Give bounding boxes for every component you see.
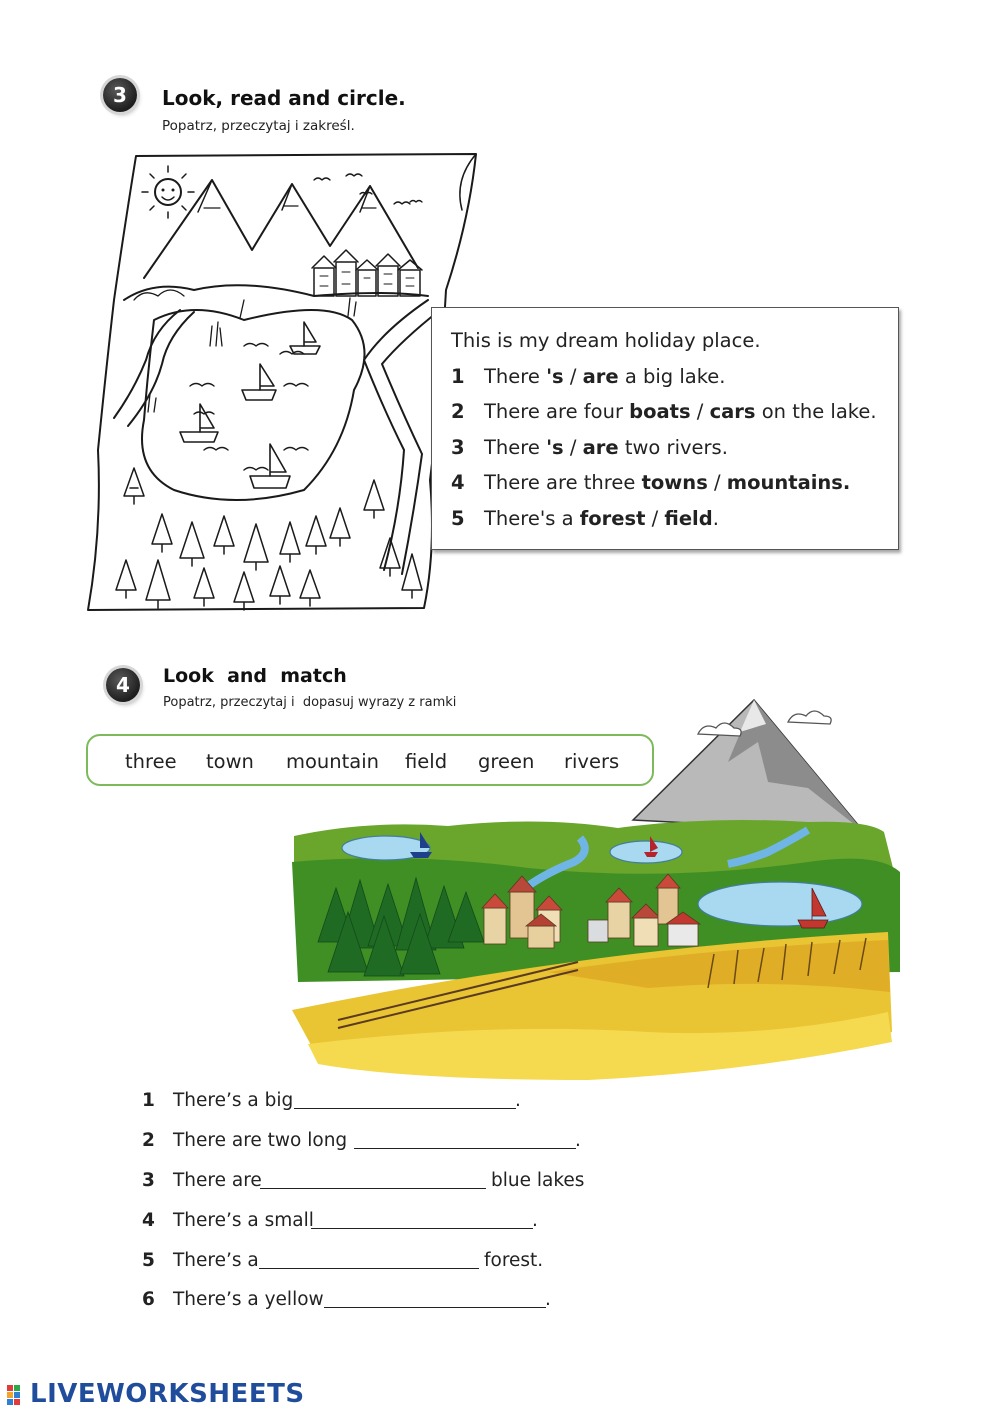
question-text-after: . xyxy=(532,1210,538,1231)
choice-option-1[interactable]: 's xyxy=(546,436,564,459)
choice-option-1[interactable]: towns xyxy=(641,471,708,494)
choice-option-1[interactable]: boats xyxy=(629,400,691,423)
exercise-3-title: Look, read and circle. xyxy=(162,86,406,110)
exercise-3-number-badge xyxy=(103,78,137,112)
town-houses-drawing xyxy=(312,250,422,296)
exercise-3-subtitle: Popatrz, przeczytaj i zakreśl. xyxy=(162,118,355,134)
question-text-after: . xyxy=(515,1090,521,1111)
answer-blank[interactable] xyxy=(311,1210,533,1229)
answer-blank[interactable] xyxy=(259,1250,479,1269)
exercise-3-sentences-box xyxy=(431,307,899,550)
sentence-number: 2 xyxy=(451,400,465,423)
exercise-3-sentence-3 xyxy=(451,436,728,459)
boat-icon xyxy=(180,322,320,488)
forest-trees-drawing xyxy=(116,468,422,610)
answer-blank[interactable] xyxy=(324,1289,546,1308)
sentence-text: There xyxy=(484,436,547,459)
sentence-number: 1 xyxy=(451,365,465,388)
exercise-3-sentence-5 xyxy=(451,507,719,530)
exercise-3-sentence-4 xyxy=(451,471,850,494)
choice-option-2[interactable]: cars xyxy=(709,400,756,423)
sentence-text: on the lake. xyxy=(755,400,877,423)
sentence-text: two rivers. xyxy=(618,436,728,459)
lake-drawing xyxy=(698,882,862,926)
landscape-illustration xyxy=(288,692,908,1084)
sun-icon xyxy=(142,166,194,218)
choice-option-1[interactable]: forest xyxy=(579,507,646,530)
choice-option-1[interactable]: 's xyxy=(546,365,564,388)
sentence-number: 5 xyxy=(451,507,465,530)
exercise-3-sentence-1 xyxy=(451,365,726,388)
question-text: There are two long xyxy=(173,1130,348,1151)
question-text: There’s a big xyxy=(173,1090,294,1111)
exercise-3-number: 3 xyxy=(113,83,127,107)
sentence-text: a big lake. xyxy=(618,365,726,388)
liveworksheets-logo-icon xyxy=(6,1383,28,1407)
dream-holiday-map-illustration xyxy=(84,150,484,614)
choice-option-2[interactable]: are xyxy=(582,365,619,388)
choice-option-2[interactable]: are xyxy=(582,436,619,459)
question-number: 1 xyxy=(142,1090,155,1111)
question-number: 3 xyxy=(142,1170,155,1191)
question-text: There’s a small xyxy=(173,1210,314,1231)
sentence-text: There xyxy=(484,365,547,388)
choice-separator: / xyxy=(563,365,583,388)
exercise-4-title: Look and match xyxy=(163,665,347,687)
word-bank-item[interactable]: three xyxy=(125,750,177,773)
exercise-4-number-badge xyxy=(106,668,140,702)
sentence-text: There are three xyxy=(484,471,642,494)
cloud-icon xyxy=(788,711,831,724)
question-text: There’s a yellow xyxy=(173,1289,324,1310)
question-number: 6 xyxy=(142,1289,155,1310)
sentence-text: . xyxy=(712,507,719,530)
question-number: 5 xyxy=(142,1250,155,1271)
question-text: There are xyxy=(173,1170,262,1191)
choice-separator: / xyxy=(690,400,710,423)
question-text-after: . xyxy=(545,1289,551,1310)
mountains-drawing xyxy=(144,180,418,278)
answer-blank[interactable] xyxy=(354,1130,576,1149)
choice-separator: / xyxy=(707,471,727,494)
choice-separator: / xyxy=(645,507,665,530)
sentence-number: 4 xyxy=(451,471,465,494)
choice-separator: / xyxy=(563,436,583,459)
word-bank-item[interactable]: mountain xyxy=(286,750,380,773)
answer-blank[interactable] xyxy=(260,1170,486,1189)
liveworksheets-brand: LIVEWORKSHEETS xyxy=(30,1379,305,1409)
word-bank-item[interactable]: town xyxy=(206,750,254,773)
exercise-3-sentence-2 xyxy=(451,400,877,423)
sentence-text: There's a xyxy=(484,507,580,530)
exercise-4-subtitle: Popatrz, przeczytaj i dopasuj wyrazy z ramki xyxy=(163,695,457,710)
question-number: 4 xyxy=(142,1210,155,1231)
question-number: 2 xyxy=(142,1130,155,1151)
word-bank-item[interactable]: green xyxy=(478,750,535,773)
question-text-after: . xyxy=(575,1130,581,1151)
question-text-after: blue lakes xyxy=(491,1170,585,1191)
sentence-number: 3 xyxy=(451,436,465,459)
answer-blank[interactable] xyxy=(294,1090,516,1109)
question-text: There’s a xyxy=(173,1250,259,1271)
sentence-text: There are four xyxy=(484,400,630,423)
exercise-3-intro: This is my dream holiday place. xyxy=(451,329,761,352)
exercise-4-number: 4 xyxy=(116,673,130,697)
choice-option-2[interactable]: field xyxy=(664,507,713,530)
word-bank-item[interactable]: field xyxy=(405,750,448,773)
question-text-after: forest. xyxy=(484,1250,544,1271)
word-bank-item[interactable]: rivers xyxy=(564,750,620,773)
choice-option-2[interactable]: mountains. xyxy=(726,471,851,494)
